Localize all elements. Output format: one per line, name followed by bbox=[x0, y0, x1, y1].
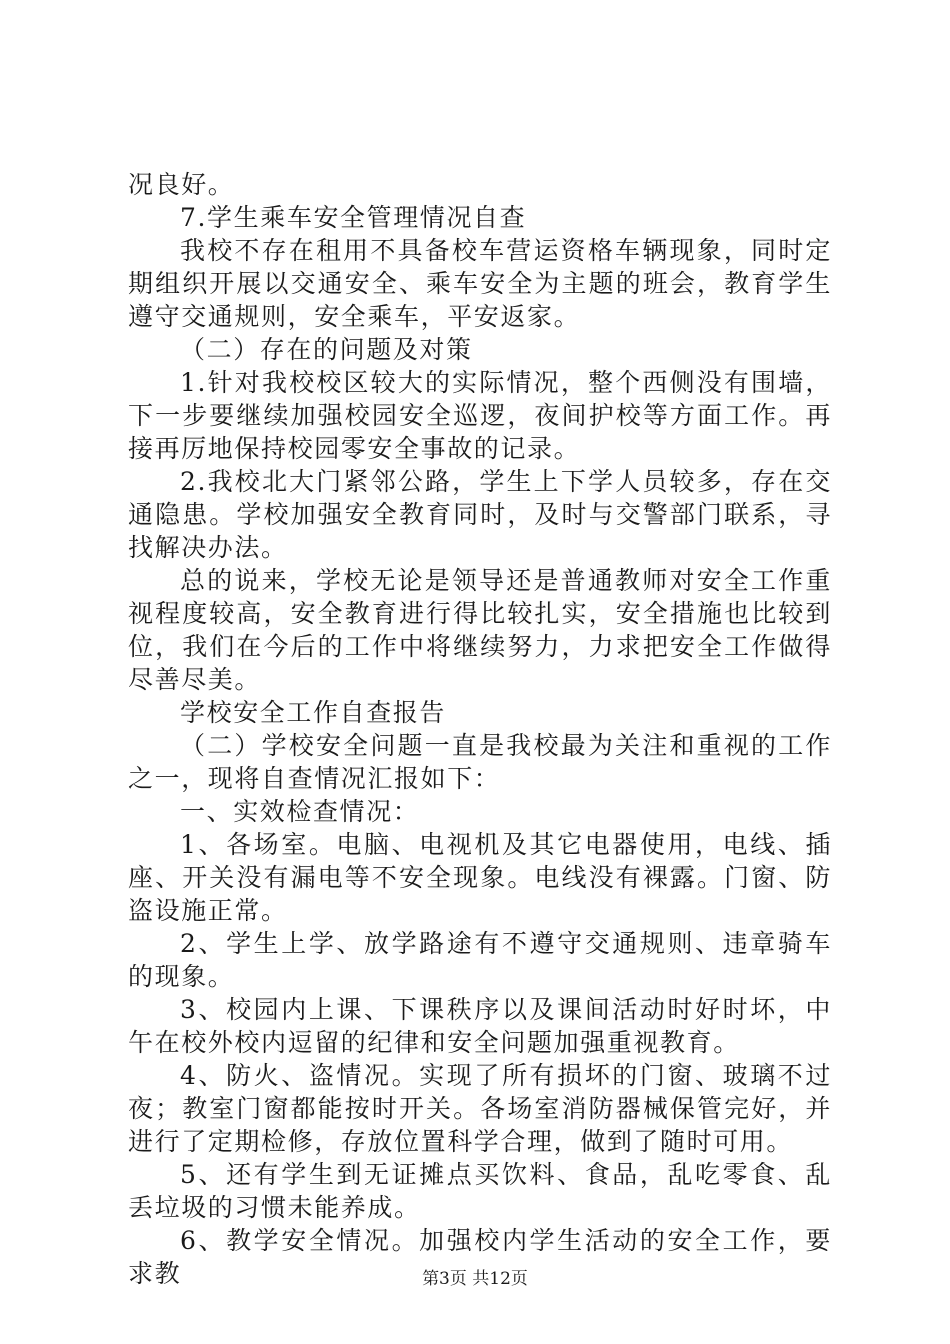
section-heading: （二）存在的问题及对策 bbox=[180, 335, 473, 364]
paragraph: 3、校园内上课、下课秩序以及课间活动时好时坏，中午在校外校内逗留的纪律和安全问题加强重视教育。 bbox=[128, 995, 832, 1057]
paragraph: 1、各场室。电脑、电视机及其它电器使用，电线、插座、开关没有漏电等不安全现象。电线没有裸露。门窗、防盗设施正常。 bbox=[128, 830, 832, 925]
report-title: 学校安全工作自查报告 bbox=[180, 698, 447, 727]
paragraph: 总的说来，学校无论是领导还是普通教师对安全工作重视程度较高，安全教育进行得比较扎实，安全措施也比较到位，我们在今后的工作中将继续努力，力求把安全工作做得尽善尽美。 bbox=[128, 566, 832, 694]
section-heading: 7.学生乘车安全管理情况自查 bbox=[180, 203, 527, 232]
paragraph: 我校不存在租用不具备校车营运资格车辆现象，同时定期组织开展以交通安全、乘车安全为主题的班会，教育学生遵守交通规则，安全乘车，平安返家。 bbox=[128, 236, 832, 331]
paragraph: 5、还有学生到无证摊点买饮料、食品，乱吃零食、乱丢垃圾的习惯未能养成。 bbox=[128, 1160, 832, 1222]
paragraph: 6、教学安全情况。加强校内学生活动的安全工作，要求教 bbox=[128, 1226, 832, 1288]
paragraph: 2.我校北大门紧邻公路，学生上下学人员较多，存在交通隐患。学校加强安全教育同时，及时与交警部门联系，寻找解决办法。 bbox=[128, 467, 832, 562]
section-heading: 一、实效检查情况： bbox=[180, 797, 420, 826]
paragraph: （二）学校安全问题一直是我校最为关注和重视的工作之一，现将自查情况汇报如下： bbox=[128, 731, 832, 793]
paragraph: 1.针对我校校区较大的实际情况，整个西侧没有围墙，下一步要继续加强校园安全巡逻，夜间护校等方面工作。再接再厉地保持校园零安全事故的记录。 bbox=[128, 368, 832, 463]
paragraph: 2、学生上学、放学路途有不遵守交通规则、违章骑车的现象。 bbox=[128, 929, 832, 991]
paragraph: 4、防火、盗情况。实现了所有损坏的门窗、玻璃不过夜；教室门窗都能按时开关。各场室消防器械保管完好，并进行了定期检修，存放位置科学合理，做到了随时可用。 bbox=[128, 1061, 832, 1156]
paragraph: 况良好。 bbox=[128, 170, 235, 199]
page-number-footer: 第3页 共12页 bbox=[422, 1269, 528, 1289]
document-body bbox=[128, 168, 832, 1290]
